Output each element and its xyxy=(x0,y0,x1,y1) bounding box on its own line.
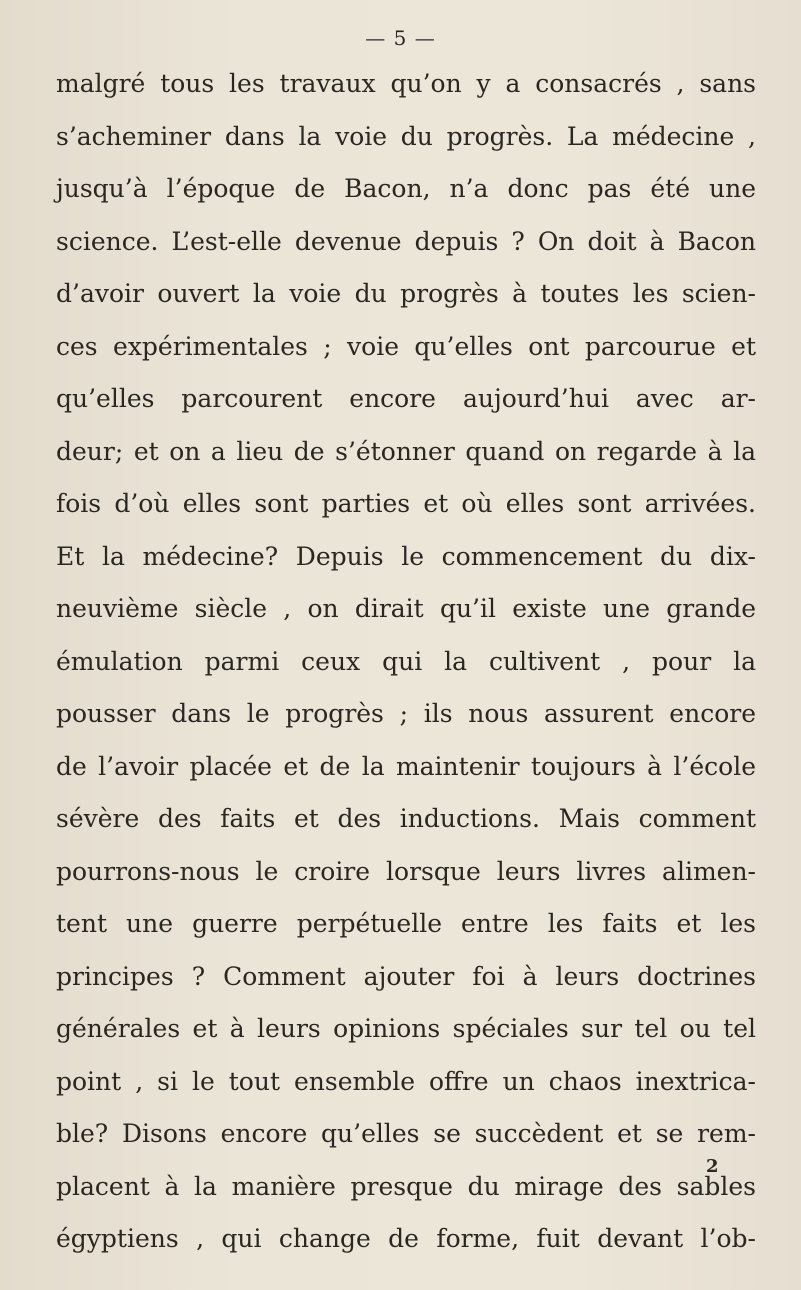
text-line: pourrons-nous le croire lorsque leurs livres alimen- xyxy=(56,856,756,886)
text-line: pousser dans le progrès ; ils nous assurent encore xyxy=(56,699,756,728)
body-text xyxy=(56,58,756,1266)
text-line: tent une guerre perpétuelle entre les faits et les xyxy=(56,909,756,938)
text-line: jusqu’à l’époque de Bacon, n’a donc pas été une xyxy=(56,174,756,203)
text-line: fois d’où elles sont parties et où elles sont arrivées. xyxy=(56,489,756,518)
text-line: égyptiens , qui change de forme, fuit devant l’ob- xyxy=(56,1224,756,1253)
text-line: placent à la manière presque du mirage des sables xyxy=(56,1171,756,1201)
page-number: — 5 — xyxy=(365,26,436,50)
text-line: Et la médecine? Depuis le commencement du dix- xyxy=(56,541,756,571)
text-line: ces expérimentales ; voie qu’elles ont parcourue et xyxy=(56,331,756,361)
text-line: sévère des faits et des inductions. Mais comment xyxy=(56,804,756,833)
text-line: neuvième siècle , on dirait qu’il existe une grande xyxy=(56,594,756,623)
text-line: malgré tous les travaux qu’on y a consacrés , sans xyxy=(56,69,756,98)
text-line: s’acheminer dans la voie du progrès. La médecine , xyxy=(56,121,756,151)
text-line: de l’avoir placée et de la maintenir toujours à l’école xyxy=(56,751,756,781)
text-line: principes ? Comment ajouter foi à leurs doctrines xyxy=(56,961,756,991)
text-line: science. L’est-elle devenue depuis ? On doit à Bacon xyxy=(56,226,756,256)
text-line: point , si le tout ensemble offre un chaos inextrica- xyxy=(56,1066,756,1096)
signature-mark: 2 xyxy=(706,1156,719,1177)
text-line: qu’elles parcourent encore aujourd’hui avec ar- xyxy=(56,384,756,413)
text-line: deur; et on a lieu de s’étonner quand on regarde à la xyxy=(56,436,756,466)
text-line: émulation parmi ceux qui la cultivent , pour la xyxy=(56,646,756,676)
text-line: générales et à leurs opinions spéciales sur tel ou tel xyxy=(56,1014,756,1043)
text-line: d’avoir ouvert la voie du progrès à toutes les scien- xyxy=(56,279,756,308)
text-line: ble? Disons encore qu’elles se succèdent et se rem- xyxy=(56,1119,756,1148)
